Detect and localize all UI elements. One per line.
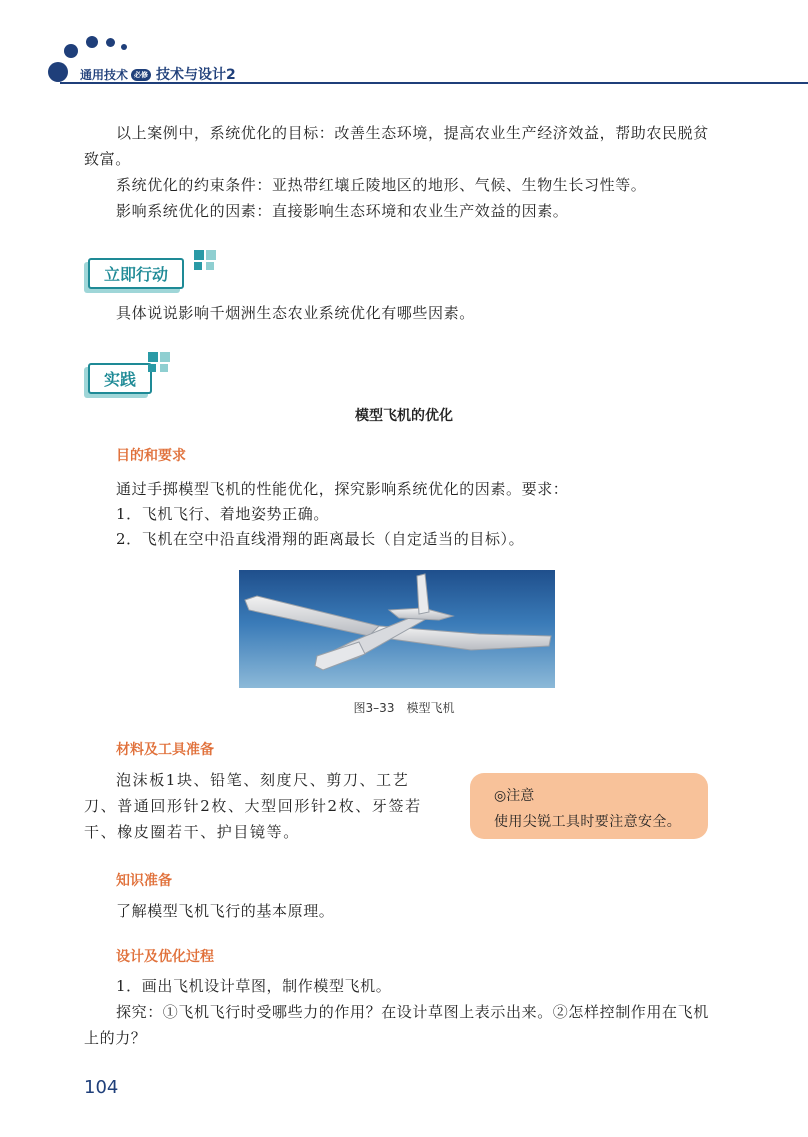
airplane-illustration: [239, 570, 555, 688]
materials-text: 泡沫板1块、铅笔、刻度尺、剪刀、工艺刀、普通回形针2枚、大型回形针2枚、牙签若干、橡皮圈若干、护目镜等。: [84, 771, 422, 841]
dot-icon: [48, 62, 68, 82]
required-badge: 必修: [131, 69, 151, 81]
purpose-heading: 目的和要求: [116, 448, 186, 464]
decor-square: [160, 352, 170, 362]
book-title: 技术与设计2: [156, 67, 236, 83]
action-text: 具体说说影响千烟洲生态农业系统优化有哪些因素。: [116, 304, 475, 322]
decor-square: [148, 352, 158, 362]
requirement-1: 1．飞机飞行、着地姿势正确。: [116, 505, 329, 523]
process-step-1: 1．画出飞机设计草图，制作模型飞机。: [116, 977, 392, 995]
requirement-2: 2．飞机在空中沿直线滑翔的距离最长（自定适当的目标）。: [116, 530, 525, 548]
intro-paragraph-1: 以上案例中，系统优化的目标：改善生态环境，提高农业生产经济效益，帮助农民脱贫致富。: [84, 124, 709, 168]
series-name: 通用技术: [80, 68, 129, 82]
dot-icon: [86, 36, 98, 48]
purpose-text: 通过手掷模型飞机的性能优化，探究影响系统优化的因素。要求：: [116, 480, 569, 498]
practice-title: 模型飞机的优化: [355, 408, 453, 424]
decor-square: [194, 250, 204, 260]
page-number: 104: [84, 1077, 119, 1098]
section-heading-practice: 实践: [88, 363, 152, 394]
decor-square: [206, 250, 216, 260]
safety-note-box: [470, 773, 708, 839]
knowledge-text: 了解模型飞机飞行的基本原理。: [116, 902, 335, 920]
running-header: [80, 64, 236, 84]
decor-square: [160, 364, 168, 372]
note-title: ◎注意: [494, 788, 535, 804]
materials-heading: 材料及工具准备: [116, 742, 214, 758]
model-airplane-photo: [239, 570, 555, 688]
section-heading-action: 立即行动: [88, 258, 184, 289]
note-text: 使用尖锐工具时要注意安全。: [494, 814, 682, 830]
figure-caption: 图3–33 模型飞机: [353, 701, 455, 715]
intro-paragraph-3: 影响系统优化的因素：直接影响生态环境和农业生产效益的因素。: [116, 202, 569, 220]
knowledge-heading: 知识准备: [116, 873, 172, 889]
dot-icon: [106, 38, 115, 47]
explore-text: 探究：①飞机飞行时受哪些力的作用？在设计草图上表示出来。②怎样控制作用在飞机上的力？: [84, 1003, 709, 1047]
process-heading: 设计及优化过程: [116, 949, 214, 965]
decor-square: [148, 364, 156, 372]
decor-square: [206, 262, 214, 270]
dot-icon: [64, 44, 78, 58]
decor-square: [194, 262, 202, 270]
dot-icon: [121, 44, 127, 50]
intro-paragraph-2: 系统优化的约束条件：亚热带红壤丘陵地区的地形、气候、生物生长习性等。: [116, 176, 647, 194]
